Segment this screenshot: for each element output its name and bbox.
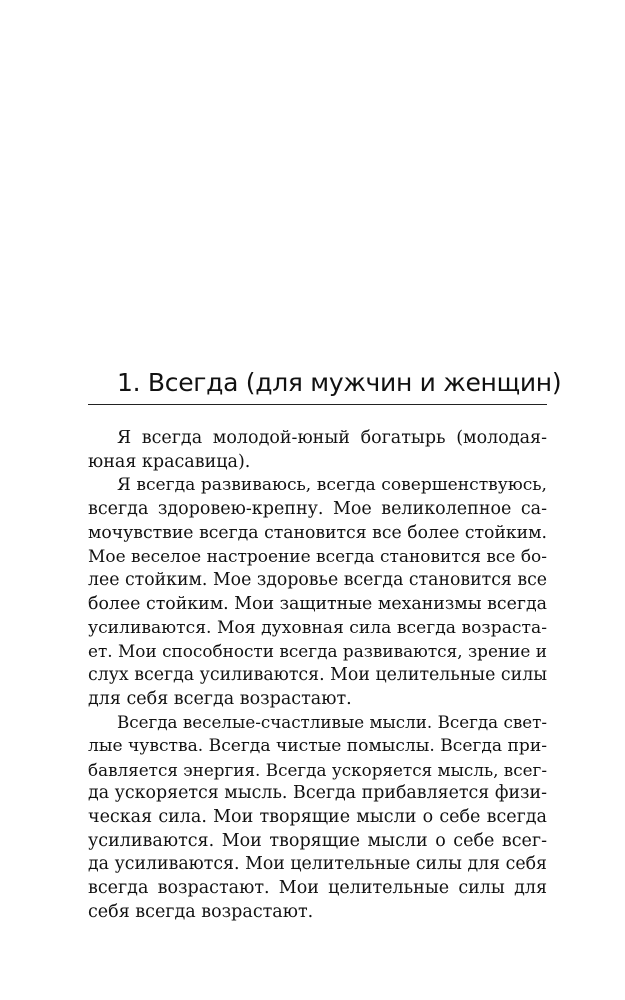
text-line: всегда возрастают. Мои целительные силы для <box>88 878 547 899</box>
text-line: усиливаются. Мои творящие мысли о себе всег- <box>88 830 547 851</box>
text-line: ет. Мои способности всегда развиваются, зрение и <box>88 641 547 662</box>
paragraph-3 <box>88 711 547 924</box>
text-line: лее стойким. Мое здоровье всегда становится все <box>88 570 547 591</box>
text-line: да ускоряется мысль. Всегда прибавляется физи- <box>88 783 547 804</box>
text-line: ческая сила. Мои творящие мысли о себе всегда <box>88 807 547 827</box>
text-line: для себя всегда возрастают. <box>88 688 352 709</box>
text-line: Мое веселое настроение всегда становится все бо- <box>88 546 547 567</box>
text-line: усиливаются. Моя духовная сила всегда возраста- <box>88 617 547 638</box>
text-line: всегда здоровею-крепну. Мое великолепное са- <box>88 499 547 520</box>
text-line: слух всегда усиливаются. Мои целительные силы <box>88 664 547 685</box>
text-line: более стойким. Мои защитные механизмы всегда <box>88 593 547 614</box>
text-line: бавляется энергия. Всегда ускоряется мысль, всег- <box>88 759 547 780</box>
text-line: лые чувства. Всегда чистые помыслы. Всегда при- <box>88 735 547 756</box>
text-line: Я всегда молодой-юный богатырь (молодая- <box>117 428 547 448</box>
paragraph-1 <box>88 427 547 474</box>
text-line: Всегда веселые-счастливые мысли. Всегда свет- <box>117 712 547 733</box>
body-text <box>88 427 547 924</box>
paragraph-2 <box>88 474 547 711</box>
text-line: Я всегда развиваюсь, всегда совершенствуюсь, <box>117 475 547 496</box>
text-line: да усиливаются. Мои целительные силы для себя <box>88 854 547 875</box>
text-line: юная красавица). <box>88 451 251 472</box>
text-line: себя всегда возрастают. <box>88 901 314 922</box>
section-heading: 1. Всегда (для мужчин и женщин) <box>117 368 562 397</box>
text-line: мочувствие всегда становится все более стойким. <box>88 522 547 543</box>
heading-underline <box>88 404 547 405</box>
